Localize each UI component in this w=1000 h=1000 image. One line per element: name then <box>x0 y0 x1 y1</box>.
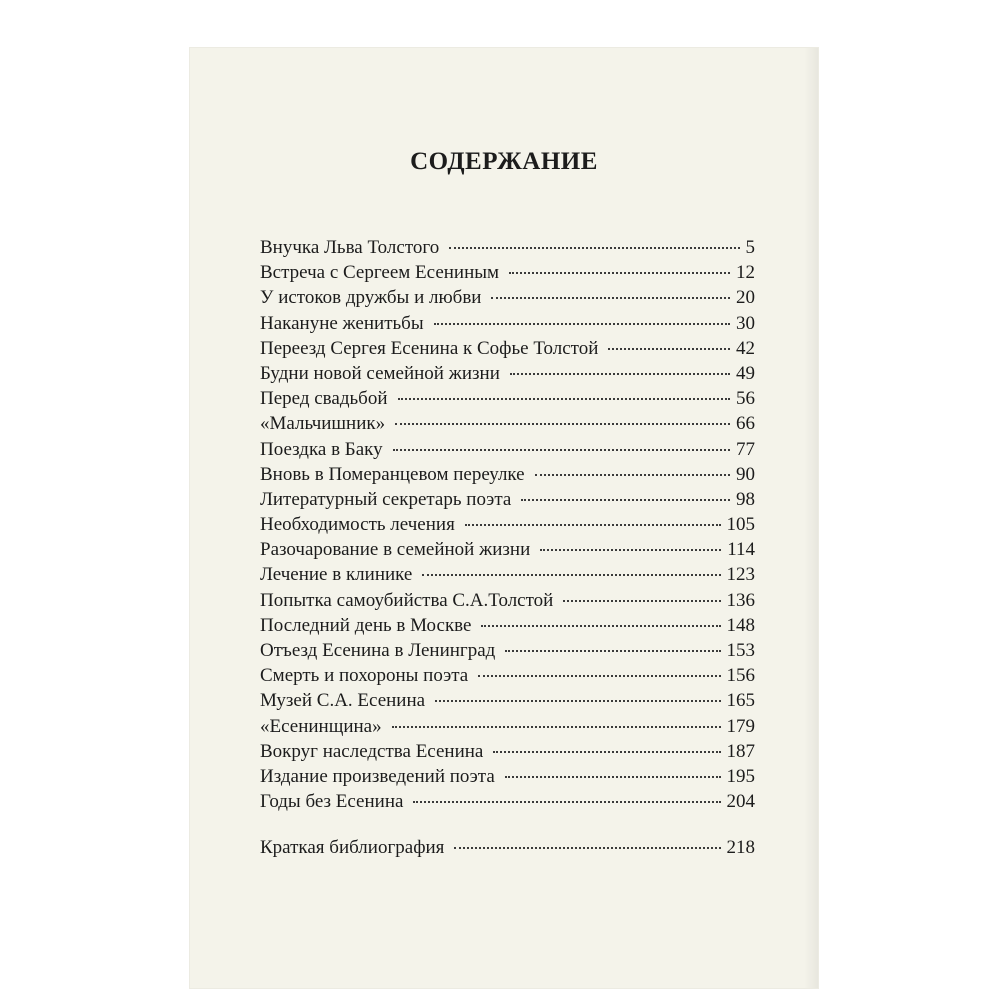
dot-leader <box>449 247 739 249</box>
toc-entry <box>260 260 755 285</box>
toc-entry-page: 66 <box>736 413 755 435</box>
dot-leader <box>398 398 730 400</box>
toc-entry-page: 105 <box>726 514 755 536</box>
dot-leader <box>434 323 730 325</box>
toc-entry <box>260 663 755 688</box>
toc-entry-title: Вокруг наследства Есенина <box>260 740 484 762</box>
toc-entry-title: Накануне женитьбы <box>260 312 424 334</box>
toc-entry-page: 195 <box>726 765 755 787</box>
toc-entry <box>260 285 755 310</box>
toc-entry-title: Лечение в клинике <box>260 564 413 586</box>
toc-entry-title: Встреча с Сергеем Есениным <box>260 262 500 284</box>
toc-entry-page: 12 <box>736 262 755 284</box>
toc-entry <box>260 562 755 587</box>
dot-leader <box>481 625 720 627</box>
toc-entry-page: 156 <box>726 665 755 687</box>
dot-leader <box>521 499 730 501</box>
toc-entry <box>260 764 755 789</box>
dot-leader <box>540 549 721 551</box>
toc-entry-page: 114 <box>727 539 755 561</box>
toc-entry <box>260 487 755 512</box>
toc-entry <box>260 437 755 462</box>
dot-leader <box>535 474 730 476</box>
toc-entry-title: У истоков дружбы и любви <box>260 287 482 309</box>
toc-entry-title: Отъезд Есенина в Ленинград <box>260 640 496 661</box>
dot-leader <box>510 373 730 375</box>
dot-leader <box>454 847 720 849</box>
toc-entry <box>260 537 755 562</box>
dot-leader <box>509 272 730 274</box>
toc-entry-bibliography <box>260 835 755 860</box>
dot-leader <box>491 297 730 299</box>
toc-entry <box>260 512 755 537</box>
dot-leader <box>465 524 721 526</box>
toc-entry-page: 77 <box>736 438 755 460</box>
toc-entry <box>260 588 755 613</box>
toc-entry-title: Переезд Сергея Есенина к Софье Толстой <box>260 337 599 359</box>
toc-entry-page: 30 <box>736 312 755 334</box>
toc-entry-title: Разочарование в семейной жизни <box>260 539 531 561</box>
dot-leader <box>392 726 721 728</box>
toc-entry-page: 56 <box>736 388 755 410</box>
toc-entry-page: 218 <box>726 837 755 859</box>
dot-leader <box>505 776 721 778</box>
contents-heading: СОДЕРЖАНИЕ <box>410 148 598 175</box>
toc-entry <box>260 613 755 638</box>
toc-entry-page: 49 <box>736 362 755 384</box>
toc-entry-title: Музей С.А. Есенина <box>260 690 426 712</box>
toc-entry <box>260 638 755 663</box>
toc-entry <box>260 386 755 411</box>
toc-entry-title: Последний день в Москве <box>260 614 472 636</box>
toc-entry-title: Поездка в Баку <box>260 438 383 460</box>
book-page <box>190 48 818 988</box>
dot-leader <box>505 650 720 652</box>
toc-entry-page: 136 <box>726 589 755 611</box>
toc-entry-page: 204 <box>726 791 755 813</box>
toc-entry-page: 123 <box>726 564 755 586</box>
toc-entry-page: 98 <box>736 488 755 510</box>
dot-leader <box>395 423 730 425</box>
dot-leader <box>563 600 720 602</box>
toc-entry <box>260 688 755 713</box>
toc-entry <box>260 462 755 487</box>
toc-entry-title: Попытка самоубийства С.А.Толстой <box>260 589 554 611</box>
toc-entry-page: 90 <box>736 463 755 485</box>
toc-entry-title: Издание произведений поэта <box>260 765 495 787</box>
toc-entry-title: Перед свадьбой <box>260 388 388 410</box>
toc-entry-page: 153 <box>726 640 755 661</box>
toc-entry <box>260 739 755 764</box>
toc-entry <box>260 311 755 336</box>
toc-entry-page: 187 <box>726 740 755 762</box>
toc-entry-page: 165 <box>726 690 755 712</box>
toc-entry <box>260 789 755 814</box>
toc-entry <box>260 361 755 386</box>
toc-entry-page: 148 <box>726 614 755 636</box>
toc-entry-page: 42 <box>736 337 755 359</box>
toc-entry-title: Годы без Есенина <box>260 791 404 813</box>
toc-entry <box>260 336 755 361</box>
table-of-contents <box>260 235 755 861</box>
toc-entry-title: Смерть и похороны поэта <box>260 665 469 687</box>
toc-entry-title: Вновь в Померанцевом переулке <box>260 463 525 485</box>
toc-entry-title: Литературный секретарь поэта <box>260 488 512 510</box>
toc-entry-title: Будни новой семейной жизни <box>260 362 500 384</box>
toc-entry-title: Краткая библиография <box>260 837 445 859</box>
dot-leader <box>478 675 720 677</box>
dot-leader <box>608 348 730 350</box>
dot-leader <box>413 801 720 803</box>
toc-entry-page: 20 <box>736 287 755 309</box>
dot-leader <box>435 700 720 702</box>
dot-leader <box>422 574 720 576</box>
dot-leader <box>393 449 730 451</box>
toc-entry <box>260 235 755 260</box>
dot-leader <box>493 751 720 753</box>
toc-entry-title: «Мальчишник» <box>260 413 386 435</box>
toc-entry-page: 5 <box>745 237 755 258</box>
toc-entry-title: Необходимость лечения <box>260 514 455 536</box>
toc-entry <box>260 411 755 436</box>
toc-entry <box>260 714 755 739</box>
toc-entry-title: Внучка Льва Толстого <box>260 237 440 258</box>
toc-entry-page: 179 <box>726 715 755 737</box>
toc-entry-title: «Есенинщина» <box>260 715 382 737</box>
